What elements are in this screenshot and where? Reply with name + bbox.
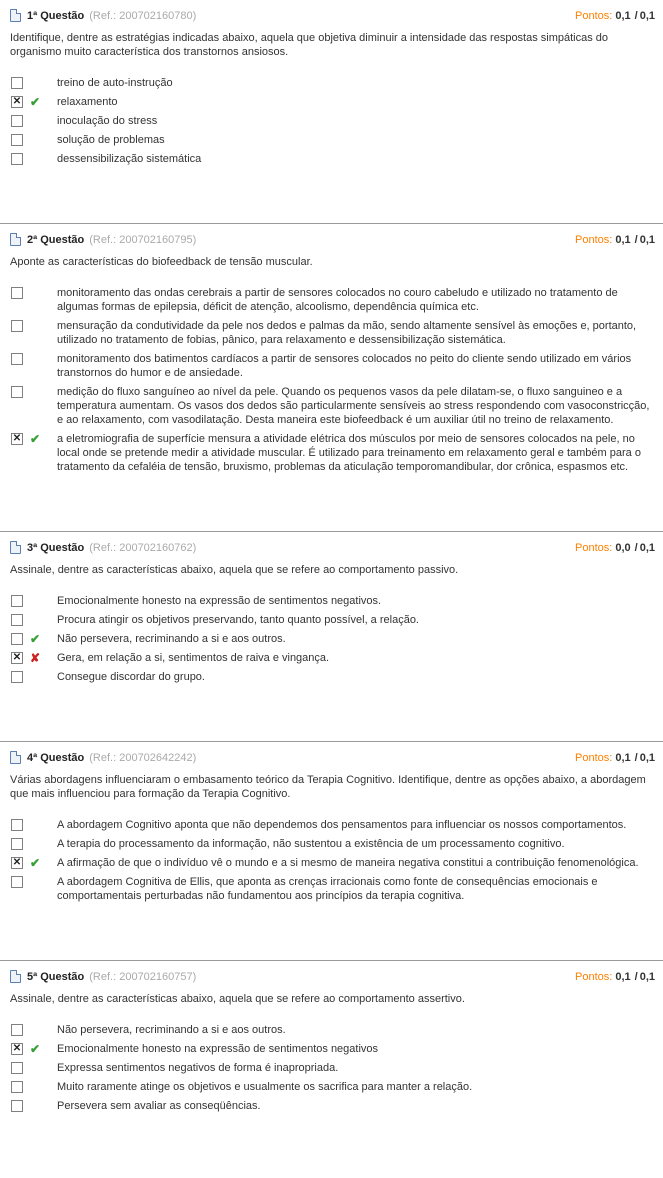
points-label: Pontos: xyxy=(575,9,613,22)
option-label: relaxamento xyxy=(57,96,118,108)
option-checkbox[interactable] xyxy=(11,633,23,645)
points-separator: / xyxy=(634,970,638,983)
option-label: inoculação do stress xyxy=(57,115,158,127)
option-row xyxy=(8,76,655,90)
question-points xyxy=(575,971,655,983)
option-checkbox[interactable] xyxy=(11,353,23,365)
option-label: solução de problemas xyxy=(57,134,165,146)
correct-check-icon: ✔ xyxy=(30,432,41,446)
option-label: medição do fluxo sanguíneo ao nível da pele. Quando os pequenos vasos da pele dilatam-se, o fluxo sanguineo e a temperatura aumentam. Os vasos dos dedos são particularmente sensíveis ao stress respondendo com vasoconstricção, e ao relaxamento, com vasodilatação. Desta maneira este biofeedback é um auxiliar útil no treino de relaxamento. xyxy=(57,386,650,426)
points-separator: / xyxy=(634,541,638,554)
option-row xyxy=(8,875,655,903)
question-ref: (Ref.: 200702160762) xyxy=(89,541,197,554)
option-checkbox[interactable] xyxy=(11,287,23,299)
question-ref: (Ref.: 200702160757) xyxy=(89,970,197,983)
option-checkbox[interactable]: ✕ xyxy=(12,433,22,444)
option-checkbox[interactable] xyxy=(11,134,23,146)
question-points xyxy=(575,10,655,22)
option-row xyxy=(8,856,655,870)
option-checkbox[interactable] xyxy=(11,876,23,888)
points-score: 0,0 xyxy=(615,541,631,554)
option-checkbox[interactable]: ✕ xyxy=(12,96,22,107)
points-max: 0,1 xyxy=(639,970,655,983)
question-ref: (Ref.: 200702642242) xyxy=(89,751,197,764)
option-row xyxy=(8,95,655,109)
option-row xyxy=(8,114,655,128)
option-label: Não persevera, recriminando a si e aos outros. xyxy=(57,1024,286,1036)
points-separator: / xyxy=(634,751,638,764)
correct-check-icon: ✔ xyxy=(30,1042,41,1056)
question-header xyxy=(8,751,655,764)
question-title: 4ª Questão xyxy=(27,751,85,764)
option-checkbox[interactable] xyxy=(11,1062,23,1074)
option-label: Gera, em relação a si, sentimentos de raiva e vingança. xyxy=(57,652,330,664)
question-text: Identifique, dentre as estratégias indicadas abaixo, aquela que objetiva diminuir a intensidade das respostas simpáticas do organismo muito característica dos transtornos ansiosos. xyxy=(10,32,609,58)
question-title: 3ª Questão xyxy=(27,541,85,554)
document-page-icon xyxy=(10,970,21,983)
option-checkbox[interactable] xyxy=(11,320,23,332)
option-checkbox[interactable]: ✕ xyxy=(12,1043,22,1054)
points-separator: / xyxy=(634,9,638,22)
option-row xyxy=(8,1099,655,1113)
question-header xyxy=(8,970,655,983)
option-label: Consegue discordar do grupo. xyxy=(57,671,205,683)
correct-check-icon: ✔ xyxy=(30,95,41,109)
question-title: 5ª Questão xyxy=(27,970,85,983)
option-label: A abordagem Cognitivo aponta que não dependemos dos pensamentos para influenciar os nossos comportamentos. xyxy=(57,819,627,831)
question-text: Assinale, dentre as características abaixo, aquela que se refere ao comportamento passivo. xyxy=(10,564,459,576)
option-row xyxy=(8,286,655,314)
option-label: A abordagem Cognitiva de Ellis, que aponta as crenças irracionais como fonte de consequências emocionais e comportamentais perturbadas não fundamentou aos princípios da terapia cognitiva. xyxy=(57,876,598,902)
points-score: 0,1 xyxy=(615,751,631,764)
option-label: monitoramento dos batimentos cardíacos a partir de sensores colocados no peito do cliente sendo utilizado em vários transtornos do humor e de ansiedade. xyxy=(57,353,632,379)
option-checkbox[interactable] xyxy=(11,595,23,607)
points-score: 0,1 xyxy=(615,233,631,246)
correct-check-icon: ✔ xyxy=(30,632,41,646)
option-checkbox[interactable] xyxy=(11,386,23,398)
option-row xyxy=(8,651,655,665)
question-text: Várias abordagens influenciaram o embasamento teórico da Terapia Cognitivo. Identifique, dentre as opções abaixo, a abordagem que mais influenciou para formação da Terapia Cognitivo. xyxy=(10,774,646,800)
option-checkbox[interactable] xyxy=(11,614,23,626)
question-points xyxy=(575,752,655,764)
points-label: Pontos: xyxy=(575,751,613,764)
option-list xyxy=(8,286,655,474)
option-row xyxy=(8,670,655,684)
option-row xyxy=(8,594,655,608)
question-ref: (Ref.: 200702160795) xyxy=(89,233,197,246)
option-row xyxy=(8,1080,655,1094)
option-label: Muito raramente atinge os objetivos e usualmente os sacrifica para manter a relação. xyxy=(57,1081,473,1093)
option-label: Não persevera, recriminando a si e aos outros. xyxy=(57,633,286,645)
option-label: mensuração da condutividade da pele nos dedos e palmas da mão, sendo altamente sensível às emoções e, portanto, utilizado no tratamento de fobias, pânico, para relaxamento e dessensibilização sistemática. xyxy=(57,320,637,346)
option-label: Procura atingir os objetivos preservando, tanto quanto possível, a relação. xyxy=(57,614,419,626)
option-row xyxy=(8,837,655,851)
option-label: Emocionalmente honesto na expressão de sentimentos negativos xyxy=(57,1043,379,1055)
option-checkbox[interactable] xyxy=(11,1100,23,1112)
question-block xyxy=(0,961,663,1170)
option-label: treino de auto-instrução xyxy=(57,77,173,89)
option-list xyxy=(8,1023,655,1113)
option-label: A afirmação de que o indivíduo vê o mundo e a si mesmo de maneira negativa constitui a contribuição fenomenológica. xyxy=(57,857,639,869)
points-max: 0,1 xyxy=(639,751,655,764)
option-row xyxy=(8,1023,655,1037)
question-block xyxy=(0,0,663,223)
points-max: 0,1 xyxy=(639,541,655,554)
option-checkbox[interactable] xyxy=(11,671,23,683)
option-label: Persevera sem avaliar as conseqüências. xyxy=(57,1100,261,1112)
question-text: Aponte as características do biofeedback de tensão muscular. xyxy=(10,256,313,268)
question-block xyxy=(0,742,663,960)
option-list xyxy=(8,594,655,684)
option-label: a eletromiografia de superfície mensura a atividade elétrica dos músculos por meio de sensores colocados na pele, no local onde se pretende medir a atividade muscular. É utilizado para treinamento em relaxamento geral e também para o tratamento da cefaléia de tensão, bruxismo, problemas da aticulação temporomandibular, dor crônica, espasmos etc. xyxy=(57,433,641,473)
option-row xyxy=(8,133,655,147)
option-checkbox[interactable] xyxy=(11,1024,23,1036)
option-row xyxy=(8,613,655,627)
option-checkbox[interactable]: ✕ xyxy=(12,652,22,663)
option-checkbox[interactable] xyxy=(11,153,23,165)
document-page-icon xyxy=(10,233,21,246)
option-label: dessensibilização sistemática xyxy=(57,153,202,165)
option-label: Emocionalmente honesto na expressão de sentimentos negativos. xyxy=(57,595,382,607)
option-checkbox[interactable] xyxy=(11,819,23,831)
option-row xyxy=(8,385,655,427)
option-label: A terapia do processamento da informação, não sustentou a existência de um processamento cognitivo. xyxy=(57,838,565,850)
question-block xyxy=(0,224,663,531)
option-label: Expressa sentimentos negativos de forma é inapropriada. xyxy=(57,1062,339,1074)
points-max: 0,1 xyxy=(639,9,655,22)
option-list xyxy=(8,76,655,166)
document-page-icon xyxy=(10,9,21,22)
option-row xyxy=(8,152,655,166)
option-row xyxy=(8,632,655,646)
option-row xyxy=(8,319,655,347)
option-checkbox[interactable] xyxy=(11,77,23,89)
question-points xyxy=(575,542,655,554)
option-row xyxy=(8,818,655,832)
points-score: 0,1 xyxy=(615,970,631,983)
points-score: 0,1 xyxy=(615,9,631,22)
question-points xyxy=(575,234,655,246)
option-checkbox[interactable] xyxy=(11,115,23,127)
correct-check-icon: ✔ xyxy=(30,856,41,870)
question-header xyxy=(8,541,655,554)
question-block xyxy=(0,532,663,741)
option-row xyxy=(8,352,655,380)
question-header xyxy=(8,9,655,22)
document-page-icon xyxy=(10,541,21,554)
wrong-x-icon: ✘ xyxy=(30,651,41,665)
option-row xyxy=(8,1061,655,1075)
points-label: Pontos: xyxy=(575,233,613,246)
question-header xyxy=(8,233,655,246)
points-separator: / xyxy=(634,233,638,246)
option-list xyxy=(8,818,655,903)
points-max: 0,1 xyxy=(639,233,655,246)
option-row xyxy=(8,432,655,474)
option-checkbox[interactable] xyxy=(11,1081,23,1093)
option-row xyxy=(8,1042,655,1056)
points-label: Pontos: xyxy=(575,970,613,983)
option-checkbox[interactable]: ✕ xyxy=(12,857,22,868)
document-page-icon xyxy=(10,751,21,764)
option-checkbox[interactable] xyxy=(11,838,23,850)
question-title: 2ª Questão xyxy=(27,233,85,246)
option-label: monitoramento das ondas cerebrais a partir de sensores colocados no couro cabeludo e utilizado no tratamento de algumas formas de epilepsia, déficit de atenção, alcoolismo, dependência química etc. xyxy=(57,287,618,313)
question-ref: (Ref.: 200702160780) xyxy=(89,9,197,22)
points-label: Pontos: xyxy=(575,541,613,554)
question-text: Assinale, dentre as características abaixo, aquela que se refere ao comportamento assertivo. xyxy=(10,993,465,1005)
question-title: 1ª Questão xyxy=(27,9,85,22)
